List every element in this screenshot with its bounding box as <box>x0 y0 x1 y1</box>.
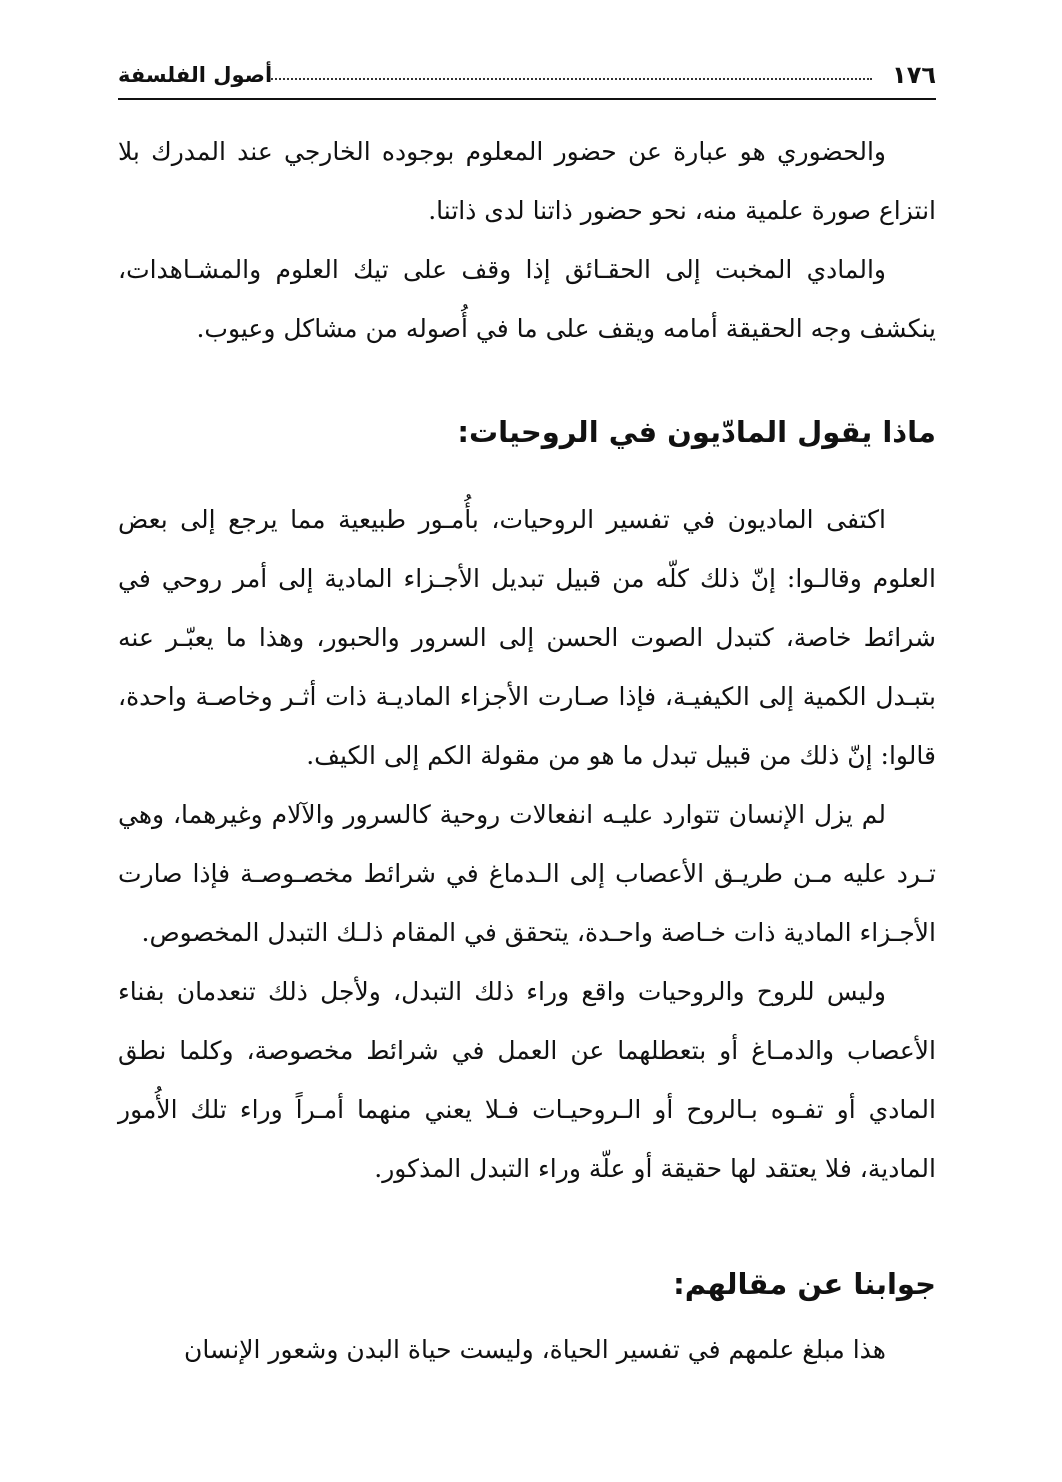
paragraph: والحضوري هو عبارة عن حضور المعلوم بوجوده الخارجي عند المدرك بلا انتزاع صورة علمية منه، نحو حضور ذاتنا لدى ذاتنا. <box>118 137 936 225</box>
paragraph: اكتفى الماديون في تفسير الروحيات، بأُمـور طبيعية مما يرجع إلى بعض العلوم وقالـوا: إنّ ذلك كلّه من قبيل تبديل الأجـزاء المادية إلى أمر روحي في شرائط خاصة، كتبدل الصوت الحسن إلى السرور والحبور، وهذا ما يعبّـر عنه بتبـدل الكمية إلى الكيفيـة، فإذا صـارت الأجزاء الماديـة ذات أثـر وخاصـة واحدة، قالوا: إنّ ذلك من قبيل تبدل ما هو من مقولة الكم إلى الكيف. <box>118 505 936 770</box>
paragraph: لم يزل الإنسان تتوارد عليـه انفعالات روحية كالسرور والآلام وغيرهما، وهي تـرد عليه مـن طريـق الأعصاب إلى الـدماغ في شرائط مخصـوصـة فإذا صارت الأجـزاء المادية ذات خـاصة واحـدة، يتحقق في المقام ذلـك التبدل المخصوص. <box>118 800 936 947</box>
section-body <box>118 490 936 1198</box>
running-title: أصول الفلسفة <box>118 63 273 87</box>
section-intro <box>118 122 936 358</box>
paragraph: وليس للروح والروحيات واقع وراء ذلك التبدل، ولأجل ذلك تنعدمان بفناء الأعصاب والدمـاغ أو بتعطلهما عن العمل في شرائط مخصوصة، وكلما نطق المادي أو تفـوه بـالروح أو الـروحيـات فـلا يعني منهما أمـراً وراء تلك الأُمور المادية، فلا يعتقد لها حقيقة أو علّة وراء التبدل المذكور. <box>118 977 936 1183</box>
paragraph: والمادي المخبت إلى الحقـائق إذا وقف على تيك العلوم والمشـاهدات، ينكشف وجه الحقيقة أمامه ويقف على ما في أُصوله من مشاكل وعيوب. <box>118 255 936 343</box>
header-rule <box>118 98 936 100</box>
page-number: ١٧٦ <box>892 61 936 89</box>
section-body <box>118 1320 936 1379</box>
section-heading: ماذا يقول المادّيون في الروحيات: <box>457 415 936 449</box>
section-heading: جوابنا عن مقالهم: <box>673 1267 936 1301</box>
header-dotted-leader <box>268 78 872 80</box>
page-header <box>118 60 936 100</box>
paragraph: هذا مبلغ علمهم في تفسير الحياة، وليست حياة البدن وشعور الإنسان <box>183 1335 886 1364</box>
